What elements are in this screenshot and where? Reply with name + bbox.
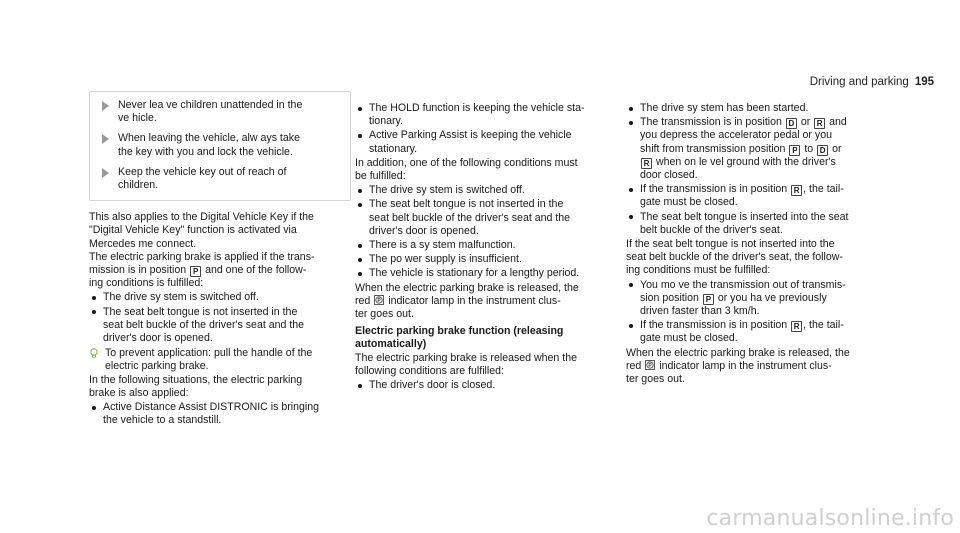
- paragraph: When the electric parking brake is released, the red P indicator lamp in the instrument clus‐ ter goes out.: [355, 281, 579, 321]
- list-item: The driver's door is closed.: [355, 379, 627, 392]
- info-lightbulb-icon: [89, 348, 99, 358]
- list-item: You mo ve the transmission out of transmis‐ sion position P or you ha ve previously driven faster than 3 km/h.: [626, 279, 916, 319]
- list-item: The seat belt tongue is inserted into the seat belt buckle of the driver's seat.: [626, 211, 916, 237]
- key-r-icon: R: [814, 118, 825, 129]
- warning-text: the key with you and lock the vehicle.: [118, 145, 293, 158]
- list-item: There is a sy stem malfunction.: [355, 239, 627, 252]
- paragraph: In addition, one of the following conditions must be fulfilled:: [355, 156, 578, 183]
- key-p-icon: P: [789, 145, 800, 156]
- warning-text: Never lea ve children unattended in the: [118, 99, 303, 111]
- paragraph: The electric parking brake is applied if the trans‐ mission is in position P and one of the follow‐ ing conditions is fulfilled:: [89, 250, 315, 290]
- key-r-icon: R: [641, 158, 652, 169]
- list-item: The transmission is in position D or R and you depress the accelerator pedal or you shift from transmission position P to D or R when on le vel ground with the driver's door closed.: [626, 116, 916, 182]
- list-item: The drive sy stem is switched off.: [89, 291, 351, 304]
- list-item: The po wer supply is insufficient.: [355, 253, 627, 266]
- bullet-list: [89, 291, 351, 345]
- column-right: [626, 101, 916, 386]
- key-p-icon: P: [190, 266, 201, 277]
- bullet-list: [626, 279, 916, 346]
- key-r-icon: R: [791, 185, 802, 196]
- paragraph: This also applies to the Digital Vehicle Key if the "Digital Vehicle Key" function is activated via Mercedes me connect.: [89, 211, 314, 250]
- paragraph: When the electric parking brake is released, the red P indicator lamp in the instrument clus‐ ter goes out.: [626, 346, 850, 386]
- list-item: The seat belt tongue is not inserted in the seat belt buckle of the driver's seat and the driver's door is opened.: [355, 198, 627, 238]
- column-left: [89, 94, 351, 428]
- column-middle: [355, 101, 627, 393]
- list-item: The drive sy stem is switched off.: [355, 184, 627, 197]
- paragraph: The electric parking brake is released when the following conditions are fulfilled:: [355, 351, 577, 377]
- key-r-icon: R: [791, 321, 802, 332]
- list-item: The vehicle is stationary for a lengthy period.: [355, 267, 627, 280]
- warning-text: Keep the vehicle key out of reach of: [118, 165, 287, 178]
- bullet-list: [355, 379, 627, 392]
- warning-item: [102, 99, 342, 125]
- warning-text: When leaving the vehicle, alw ays take: [118, 132, 300, 145]
- list-item: The HOLD function is keeping the vehicle sta‐ tionary.: [355, 102, 627, 128]
- key-d-icon: D: [817, 145, 828, 156]
- section-heading: Electric parking brake function (releasing automatically): [355, 325, 564, 351]
- note: To prevent application: pull the handle of the electric parking brake.: [89, 347, 351, 373]
- bullet-list: [355, 102, 627, 156]
- parking-brake-indicator-icon: [645, 360, 655, 370]
- bullet-list: [89, 401, 351, 427]
- list-item: Active Parking Assist is keeping the vehicle stationary.: [355, 129, 627, 155]
- play-bullet-icon: [102, 101, 109, 111]
- list-item: Active Distance Assist DISTRONIC is bringing the vehicle to a standstill.: [89, 401, 351, 427]
- parking-brake-indicator-icon: [374, 295, 384, 305]
- watermark[interactable]: carmanualsonline.info: [706, 506, 954, 531]
- key-p-icon: P: [703, 294, 714, 305]
- page-header: [810, 76, 934, 88]
- list-item: If the transmission is in position R , the tail‐ gate must be closed.: [626, 183, 916, 209]
- svg-text:P: P: [648, 362, 652, 369]
- bullet-list: [626, 102, 916, 237]
- svg-text:P: P: [377, 297, 381, 304]
- warning-item: [102, 166, 342, 192]
- paragraph: If the seat belt tongue is not inserted into the seat belt buckle of the driver's seat, the follow‐ ing conditions must be fulfilled:: [626, 238, 843, 277]
- warning-box: [89, 91, 351, 201]
- key-d-icon: D: [786, 118, 797, 129]
- list-item: The drive sy stem has been started.: [626, 102, 916, 115]
- bullet-list: [355, 184, 627, 280]
- play-bullet-icon: [102, 168, 109, 178]
- paragraph: In the following situations, the electric parking brake is also applied:: [89, 373, 303, 399]
- section-title: Driving and parking: [809, 76, 909, 88]
- warning-text: children.: [118, 179, 159, 192]
- warning-text: ve hicle.: [118, 112, 157, 125]
- page-number: 195: [914, 76, 934, 88]
- list-item: If the transmission is in position R , the tail‐ gate must be closed.: [626, 319, 916, 345]
- play-bullet-icon: [102, 134, 109, 144]
- list-item: The seat belt tongue is not inserted in the seat belt buckle of the driver's seat and the driver's door is opened.: [89, 306, 351, 346]
- warning-item: [102, 132, 342, 158]
